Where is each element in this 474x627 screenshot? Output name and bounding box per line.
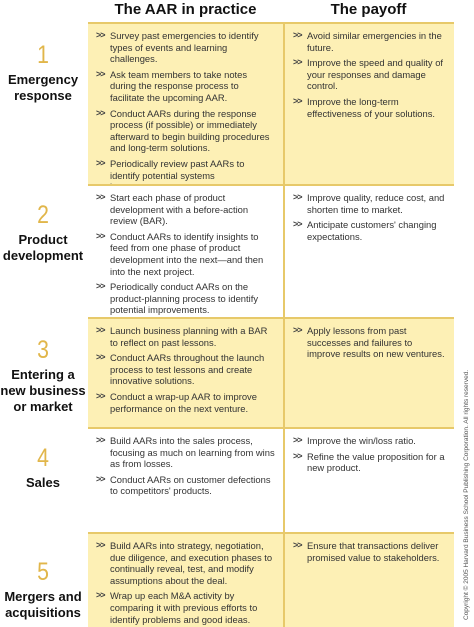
header-divider: [88, 22, 454, 24]
double-chevron-icon: >>: [96, 325, 105, 335]
double-chevron-icon: >>: [96, 157, 105, 168]
double-chevron-icon: >>: [96, 192, 105, 202]
row-number: 5: [37, 558, 49, 586]
double-chevron-icon: >>: [96, 107, 105, 118]
list-item: [96, 435, 275, 470]
list-item: [96, 30, 275, 65]
list-item: [293, 192, 446, 215]
list-item-text: Survey past emergencies to identify types of events and learning challenges.: [110, 30, 259, 65]
list-item-text: Anticipate customers' changing expectations.: [307, 219, 437, 242]
list-item-text: Avoid similar emergencies in the future.: [307, 30, 442, 53]
list-item-text: Refine the value proposition for a new product.: [307, 450, 445, 474]
practice-cell: [88, 24, 283, 184]
list-item: [96, 391, 275, 414]
list-item: [293, 57, 446, 92]
double-chevron-icon: >>: [96, 435, 105, 445]
list-item: [96, 325, 275, 348]
list-item: [293, 325, 446, 360]
list-item: [293, 219, 446, 242]
row-label: [0, 43, 86, 104]
list-item: [96, 281, 275, 316]
list-item-text: Build AARs into the sales process, focusing as much on learning from wins as from losses.: [110, 435, 275, 470]
practice-cell: [88, 429, 283, 532]
list-item-text: Launch business planning with a BAR to reflect on past lessons.: [110, 325, 268, 348]
double-chevron-icon: >>: [96, 473, 105, 484]
double-chevron-icon: >>: [293, 57, 302, 68]
list-item: [293, 540, 446, 563]
list-item: [96, 590, 275, 625]
list-item: [96, 474, 275, 497]
row-title: Product development: [2, 232, 84, 263]
column-header-payoff: The payoff: [330, 1, 407, 18]
double-chevron-icon: >>: [96, 590, 105, 601]
payoff-cell: [283, 429, 454, 532]
row-label: [0, 560, 86, 621]
double-chevron-icon: >>: [293, 325, 302, 335]
list-item-text: Ensure that transactions deliver promised value to stakeholders.: [307, 540, 440, 563]
table-row: [0, 534, 456, 627]
table-row: [0, 429, 456, 532]
list-item: [293, 30, 446, 53]
list-item-text: Improve the win/loss ratio.: [307, 435, 416, 446]
list-item-text: Build AARs into strategy, negotiation, due diligence, and execution phases to continually reveal, test, and modify assumptions about the deal.: [110, 540, 273, 586]
list-item-text: Conduct AARs to identify insights to feed from one phase of product development into the next—and then into the next project.: [110, 230, 264, 277]
double-chevron-icon: >>: [293, 540, 302, 550]
row-number: 2: [37, 201, 49, 229]
list-item-text: Periodically review past AARs to identify potential systems: [110, 157, 245, 181]
list-item: [293, 435, 446, 447]
double-chevron-icon: >>: [96, 68, 105, 79]
payoff-cell: [283, 319, 454, 427]
list-item-text: Conduct AARs during the response process (if possible) or immediately afterward to begin building procedures and long-term solutions.: [110, 107, 270, 154]
list-item-text: Conduct a wrap-up AAR to improve performance on the next venture.: [110, 390, 257, 414]
double-chevron-icon: >>: [293, 450, 302, 461]
row-label: [0, 338, 86, 415]
practice-cell: [88, 319, 283, 427]
double-chevron-icon: >>: [96, 352, 105, 363]
list-item-text: Conduct AARs throughout the launch process to test lessons and create innovative solutions.: [110, 352, 265, 387]
double-chevron-icon: >>: [96, 281, 105, 292]
practice-cell: [88, 186, 283, 317]
double-chevron-icon: >>: [293, 435, 302, 445]
list-item-text: Apply lessons from past successes and failures to improve results on new ventures.: [307, 325, 445, 360]
payoff-cell: [283, 186, 454, 317]
copyright-notice: Copyright © 2005 Harvard Business School Publishing Corporation. All rights reserved.: [463, 369, 470, 620]
list-item: [293, 451, 446, 474]
list-item-text: Conduct AARs on customer defections to competitors' products.: [110, 473, 271, 497]
row-title: Emergency response: [7, 72, 79, 103]
list-item: [96, 352, 275, 387]
double-chevron-icon: >>: [96, 540, 105, 550]
row-title: Mergers and acquisitions: [4, 589, 82, 620]
row-number: 1: [37, 41, 49, 69]
double-chevron-icon: >>: [293, 219, 302, 230]
list-item-text: Ask team members to take notes during the response process to facilitate the upcoming AAR.: [110, 68, 248, 103]
column-header-practice: The AAR in practice: [114, 1, 257, 18]
list-item: [96, 540, 275, 586]
list-item: [96, 192, 275, 227]
list-item: [96, 108, 275, 154]
table-row: [0, 319, 456, 427]
table-row: [0, 186, 456, 317]
double-chevron-icon: >>: [96, 390, 105, 401]
double-chevron-icon: >>: [96, 230, 105, 241]
double-chevron-icon: >>: [96, 30, 105, 40]
row-number: 3: [37, 336, 49, 364]
payoff-cell: [283, 534, 454, 627]
double-chevron-icon: >>: [293, 95, 302, 106]
table-row: [0, 24, 456, 184]
list-item-text: Periodically conduct AARs on the product-planning process to identify potential improvements.: [110, 281, 259, 316]
list-item-text: Improve quality, reduce cost, and shorten time to market.: [307, 192, 445, 215]
row-number: 4: [37, 444, 49, 472]
row-label: [0, 203, 86, 264]
list-item-text: Start each phase of product development with a before-action review (BAR).: [110, 192, 249, 227]
practice-cell: [88, 534, 283, 627]
double-chevron-icon: >>: [293, 192, 302, 202]
row-label: [0, 446, 86, 491]
list-item: [96, 231, 275, 277]
row-title: Entering a new business or market: [0, 367, 86, 414]
list-item-text: Wrap up each M&A activity by comparing it with previous efforts to identify problems and good ideas.: [110, 590, 258, 625]
list-item: [96, 69, 275, 104]
payoff-cell: [283, 24, 454, 184]
row-title: Sales: [26, 475, 60, 490]
list-item-text: Improve the speed and quality of your responses and damage control.: [307, 57, 444, 92]
list-item: [293, 96, 446, 119]
list-item-text: Improve the long-term effectiveness of your solutions.: [307, 95, 436, 119]
double-chevron-icon: >>: [293, 30, 302, 40]
